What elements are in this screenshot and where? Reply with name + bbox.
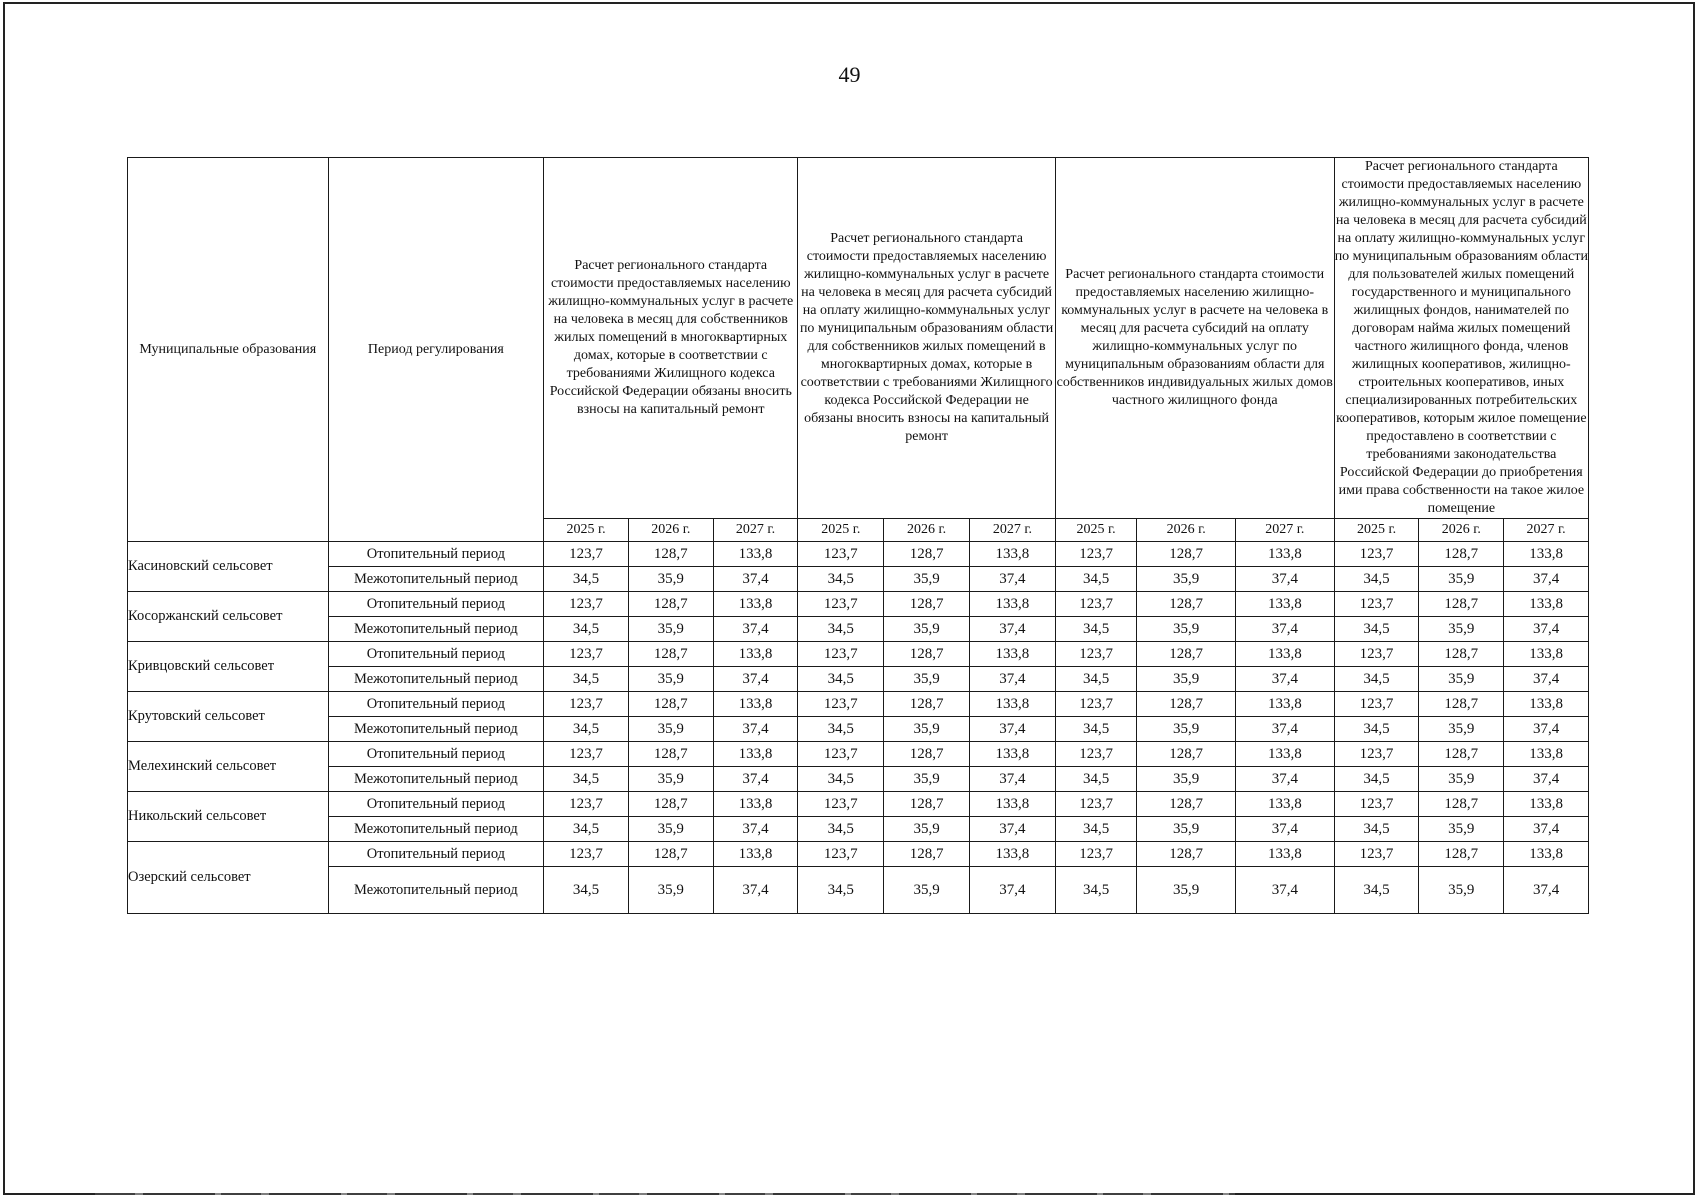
table-row — [128, 542, 1589, 567]
value-cell: 123,7 — [544, 792, 629, 817]
value-cell: 37,4 — [970, 667, 1056, 692]
value-cell: 123,7 — [1055, 842, 1137, 867]
value-cell: 37,4 — [1504, 767, 1589, 792]
table-row — [128, 742, 1589, 767]
value-cell: 35,9 — [884, 817, 970, 842]
year-header: 2025 г. — [544, 519, 629, 542]
value-cell: 123,7 — [1334, 592, 1419, 617]
value-cell: 128,7 — [884, 592, 970, 617]
value-cell: 37,4 — [1504, 667, 1589, 692]
value-cell: 123,7 — [1334, 742, 1419, 767]
value-cell: 133,8 — [713, 592, 798, 617]
value-cell: 37,4 — [970, 767, 1056, 792]
value-cell: 35,9 — [1137, 717, 1236, 742]
period-label: Межотопительный период — [328, 767, 544, 792]
period-label: Межотопительный период — [328, 817, 544, 842]
value-cell: 37,4 — [1236, 867, 1335, 914]
municipality-name: Крутовский сельсовет — [128, 692, 329, 742]
value-cell: 128,7 — [1137, 742, 1236, 767]
value-cell: 34,5 — [544, 617, 629, 642]
value-cell: 123,7 — [1055, 642, 1137, 667]
value-cell: 133,8 — [1236, 592, 1335, 617]
value-cell: 123,7 — [544, 692, 629, 717]
table-row — [128, 842, 1589, 867]
value-cell: 35,9 — [1137, 617, 1236, 642]
value-cell: 34,5 — [1334, 567, 1419, 592]
value-cell: 128,7 — [1419, 642, 1504, 667]
table-row — [128, 817, 1589, 842]
value-cell: 35,9 — [1137, 817, 1236, 842]
municipality-name: Озерский сельсовет — [128, 842, 329, 914]
value-cell: 35,9 — [884, 617, 970, 642]
value-cell: 35,9 — [628, 767, 713, 792]
period-label: Межотопительный период — [328, 617, 544, 642]
value-cell: 133,8 — [970, 692, 1056, 717]
value-cell: 34,5 — [1055, 567, 1137, 592]
value-cell: 34,5 — [544, 567, 629, 592]
year-header: 2025 г. — [1055, 519, 1137, 542]
municipality-header: Муниципальные образования — [128, 158, 329, 542]
period-label: Отопительный период — [328, 692, 544, 717]
value-cell: 128,7 — [1419, 542, 1504, 567]
header-row — [128, 158, 1589, 519]
value-cell: 123,7 — [1055, 692, 1137, 717]
value-cell: 133,8 — [970, 792, 1056, 817]
value-cell: 123,7 — [798, 742, 884, 767]
municipality-name: Косоржанский сельсовет — [128, 592, 329, 642]
group-header-4: Расчет регионального стандарта стоимости предоставляемых населению жилищно-коммунальных услуг в расчете на человека в месяц для расчета субсидий на оплату жилищно-коммунальных услуг по муниципальным образованиям области для пользователей жилых помещений государственного и муниципального жилищных фондов, нанимателей по договорам найма жилых помещений частного жилищного фонда, членов жилищных кооперативов, жилищно-строительных кооперативов, иных специализированных потребительских кооперативов, которым жилое помещение предоставлено в соответствии с требованиями законодательства Российской Федерации до приобретения ими права собственности на такое жилое помещение — [1334, 158, 1588, 519]
value-cell: 35,9 — [884, 717, 970, 742]
table-row — [128, 692, 1589, 717]
value-cell: 37,4 — [1236, 667, 1335, 692]
value-cell: 123,7 — [1055, 592, 1137, 617]
period-label: Межотопительный период — [328, 867, 544, 914]
value-cell: 35,9 — [1419, 717, 1504, 742]
table-row — [128, 667, 1589, 692]
value-cell: 123,7 — [798, 592, 884, 617]
table-row — [128, 567, 1589, 592]
value-cell: 133,8 — [713, 642, 798, 667]
value-cell: 128,7 — [884, 742, 970, 767]
regional-standard-table — [127, 157, 1589, 914]
value-cell: 128,7 — [1419, 692, 1504, 717]
value-cell: 133,8 — [1236, 842, 1335, 867]
value-cell: 133,8 — [1236, 692, 1335, 717]
municipality-name: Касиновский сельсовет — [128, 542, 329, 592]
value-cell: 35,9 — [884, 867, 970, 914]
value-cell: 34,5 — [1055, 617, 1137, 642]
value-cell: 35,9 — [1137, 767, 1236, 792]
value-cell: 35,9 — [1419, 617, 1504, 642]
value-cell: 123,7 — [1055, 792, 1137, 817]
value-cell: 37,4 — [970, 817, 1056, 842]
value-cell: 133,8 — [713, 842, 798, 867]
value-cell: 37,4 — [1504, 617, 1589, 642]
value-cell: 34,5 — [798, 617, 884, 642]
table-row — [128, 717, 1589, 742]
period-label: Межотопительный период — [328, 717, 544, 742]
value-cell: 34,5 — [1055, 817, 1137, 842]
value-cell: 37,4 — [1236, 567, 1335, 592]
value-cell: 34,5 — [798, 817, 884, 842]
value-cell: 128,7 — [628, 592, 713, 617]
value-cell: 133,8 — [970, 642, 1056, 667]
value-cell: 128,7 — [1419, 842, 1504, 867]
value-cell: 34,5 — [798, 567, 884, 592]
value-cell: 34,5 — [544, 767, 629, 792]
year-header: 2027 г. — [713, 519, 798, 542]
value-cell: 128,7 — [884, 692, 970, 717]
period-label: Отопительный период — [328, 792, 544, 817]
value-cell: 35,9 — [628, 867, 713, 914]
table-row — [128, 642, 1589, 667]
value-cell: 37,4 — [713, 867, 798, 914]
period-label: Отопительный период — [328, 542, 544, 567]
value-cell: 37,4 — [713, 817, 798, 842]
value-cell: 37,4 — [713, 567, 798, 592]
value-cell: 133,8 — [713, 542, 798, 567]
value-cell: 34,5 — [1334, 767, 1419, 792]
value-cell: 133,8 — [970, 842, 1056, 867]
table-body — [128, 542, 1589, 914]
value-cell: 35,9 — [1419, 867, 1504, 914]
value-cell: 128,7 — [628, 742, 713, 767]
period-header: Период регулирования — [328, 158, 544, 542]
value-cell: 37,4 — [1236, 717, 1335, 742]
value-cell: 133,8 — [713, 742, 798, 767]
value-cell: 133,8 — [1236, 542, 1335, 567]
value-cell: 37,4 — [1504, 867, 1589, 914]
value-cell: 37,4 — [970, 867, 1056, 914]
value-cell: 133,8 — [1504, 692, 1589, 717]
value-cell: 35,9 — [884, 667, 970, 692]
value-cell: 35,9 — [884, 567, 970, 592]
value-cell: 128,7 — [628, 842, 713, 867]
group-header-3: Расчет регионального стандарта стоимости предоставляемых населению жилищно-коммунальных услуг в расчете на человека в месяц для расчета субсидий на оплату жилищно-коммунальных услуг по муниципальным образованиям области для собственников индивидуальных жилых домов частного жилищного фонда — [1055, 158, 1334, 519]
period-label: Отопительный период — [328, 842, 544, 867]
municipality-name: Мелехинский сельсовет — [128, 742, 329, 792]
value-cell: 35,9 — [1419, 567, 1504, 592]
value-cell: 37,4 — [1236, 767, 1335, 792]
value-cell: 128,7 — [884, 542, 970, 567]
year-header: 2026 г. — [884, 519, 970, 542]
value-cell: 133,8 — [1504, 842, 1589, 867]
value-cell: 133,8 — [970, 592, 1056, 617]
year-header: 2027 г. — [1236, 519, 1335, 542]
value-cell: 35,9 — [1137, 867, 1236, 914]
value-cell: 133,8 — [1504, 792, 1589, 817]
value-cell: 128,7 — [884, 792, 970, 817]
value-cell: 37,4 — [1504, 817, 1589, 842]
value-cell: 133,8 — [1504, 592, 1589, 617]
period-label: Отопительный период — [328, 592, 544, 617]
value-cell: 123,7 — [798, 642, 884, 667]
scan-artifact-line — [95, 1193, 1235, 1195]
value-cell: 34,5 — [1334, 617, 1419, 642]
value-cell: 128,7 — [1419, 792, 1504, 817]
value-cell: 133,8 — [1236, 742, 1335, 767]
value-cell: 128,7 — [628, 642, 713, 667]
value-cell: 133,8 — [970, 742, 1056, 767]
value-cell: 34,5 — [1055, 667, 1137, 692]
value-cell: 123,7 — [544, 642, 629, 667]
table-row — [128, 867, 1589, 914]
value-cell: 133,8 — [1236, 792, 1335, 817]
group-header-1: Расчет регионального стандарта стоимости предоставляемых населению жилищно-коммунальных услуг в расчете на человека в месяц для собственников жилых помещений в многоквартирных домах, которые в соответствии с требованиями Жилищного кодекса Российской Федерации обязаны вносить взносы на капитальный ремонт — [544, 158, 798, 519]
value-cell: 34,5 — [798, 667, 884, 692]
value-cell: 128,7 — [628, 692, 713, 717]
value-cell: 133,8 — [970, 542, 1056, 567]
value-cell: 34,5 — [1055, 867, 1137, 914]
period-label: Межотопительный период — [328, 667, 544, 692]
year-header: 2027 г. — [1504, 519, 1589, 542]
municipality-name: Никольский сельсовет — [128, 792, 329, 842]
value-cell: 123,7 — [544, 742, 629, 767]
value-cell: 37,4 — [713, 717, 798, 742]
value-cell: 37,4 — [1504, 717, 1589, 742]
group-header-2: Расчет регионального стандарта стоимости предоставляемых населению жилищно-коммунальных услуг в расчете на человека в месяц для расчета субсидий на оплату жилищно-коммунальных услуг по муниципальным образованиям области для собственников жилых помещений в многоквартирных домах, которые в соответствии с требованиями Жилищного кодекса Российской Федерации не обязаны вносить взносы на капитальный ремонт — [798, 158, 1055, 519]
value-cell: 128,7 — [1137, 692, 1236, 717]
value-cell: 133,8 — [1236, 642, 1335, 667]
value-cell: 34,5 — [544, 867, 629, 914]
value-cell: 37,4 — [970, 567, 1056, 592]
period-label: Отопительный период — [328, 642, 544, 667]
value-cell: 35,9 — [884, 767, 970, 792]
value-cell: 34,5 — [798, 717, 884, 742]
value-cell: 123,7 — [798, 842, 884, 867]
value-cell: 35,9 — [628, 817, 713, 842]
value-cell: 35,9 — [628, 667, 713, 692]
value-cell: 123,7 — [798, 792, 884, 817]
value-cell: 37,4 — [713, 767, 798, 792]
value-cell: 34,5 — [1055, 767, 1137, 792]
value-cell: 34,5 — [1334, 717, 1419, 742]
value-cell: 123,7 — [544, 542, 629, 567]
value-cell: 123,7 — [798, 542, 884, 567]
value-cell: 128,7 — [1137, 642, 1236, 667]
value-cell: 37,4 — [970, 717, 1056, 742]
table-row — [128, 767, 1589, 792]
value-cell: 35,9 — [1419, 817, 1504, 842]
value-cell: 123,7 — [1055, 542, 1137, 567]
value-cell: 37,4 — [1236, 617, 1335, 642]
value-cell: 37,4 — [970, 617, 1056, 642]
value-cell: 37,4 — [713, 667, 798, 692]
value-cell: 37,4 — [1236, 817, 1335, 842]
value-cell: 123,7 — [544, 592, 629, 617]
value-cell: 128,7 — [884, 642, 970, 667]
value-cell: 128,7 — [628, 792, 713, 817]
value-cell: 133,8 — [1504, 742, 1589, 767]
period-label: Отопительный период — [328, 742, 544, 767]
value-cell: 133,8 — [1504, 642, 1589, 667]
value-cell: 128,7 — [884, 842, 970, 867]
page-number: 49 — [838, 62, 861, 87]
table-row — [128, 617, 1589, 642]
value-cell: 123,7 — [1334, 692, 1419, 717]
table-row — [128, 792, 1589, 817]
value-cell: 34,5 — [1334, 817, 1419, 842]
value-cell: 34,5 — [544, 717, 629, 742]
value-cell: 128,7 — [1419, 742, 1504, 767]
value-cell: 128,7 — [1137, 792, 1236, 817]
value-cell: 35,9 — [628, 567, 713, 592]
value-cell: 34,5 — [798, 867, 884, 914]
value-cell: 34,5 — [798, 767, 884, 792]
value-cell: 37,4 — [713, 617, 798, 642]
value-cell: 34,5 — [1334, 867, 1419, 914]
value-cell: 35,9 — [628, 717, 713, 742]
value-cell: 35,9 — [1137, 567, 1236, 592]
value-cell: 34,5 — [1055, 717, 1137, 742]
value-cell: 123,7 — [1334, 792, 1419, 817]
value-cell: 35,9 — [1419, 667, 1504, 692]
year-header: 2025 г. — [1334, 519, 1419, 542]
value-cell: 128,7 — [628, 542, 713, 567]
value-cell: 123,7 — [1334, 842, 1419, 867]
value-cell: 128,7 — [1137, 842, 1236, 867]
value-cell: 133,8 — [713, 792, 798, 817]
year-header: 2026 г. — [1137, 519, 1236, 542]
value-cell: 37,4 — [1504, 567, 1589, 592]
value-cell: 123,7 — [1334, 642, 1419, 667]
year-header: 2025 г. — [798, 519, 884, 542]
value-cell: 35,9 — [1137, 667, 1236, 692]
value-cell: 133,8 — [713, 692, 798, 717]
year-header: 2026 г. — [1419, 519, 1504, 542]
value-cell: 35,9 — [628, 617, 713, 642]
period-label: Межотопительный период — [328, 567, 544, 592]
value-cell: 123,7 — [1055, 742, 1137, 767]
value-cell: 35,9 — [1419, 767, 1504, 792]
table-row — [128, 592, 1589, 617]
value-cell: 123,7 — [1334, 542, 1419, 567]
value-cell: 123,7 — [798, 692, 884, 717]
value-cell: 128,7 — [1137, 592, 1236, 617]
value-cell: 128,7 — [1137, 542, 1236, 567]
year-header: 2026 г. — [628, 519, 713, 542]
value-cell: 34,5 — [1334, 667, 1419, 692]
year-header: 2027 г. — [970, 519, 1056, 542]
value-cell: 123,7 — [544, 842, 629, 867]
value-cell: 133,8 — [1504, 542, 1589, 567]
municipality-name: Кривцовский сельсовет — [128, 642, 329, 692]
value-cell: 128,7 — [1419, 592, 1504, 617]
value-cell: 34,5 — [544, 817, 629, 842]
value-cell: 34,5 — [544, 667, 629, 692]
